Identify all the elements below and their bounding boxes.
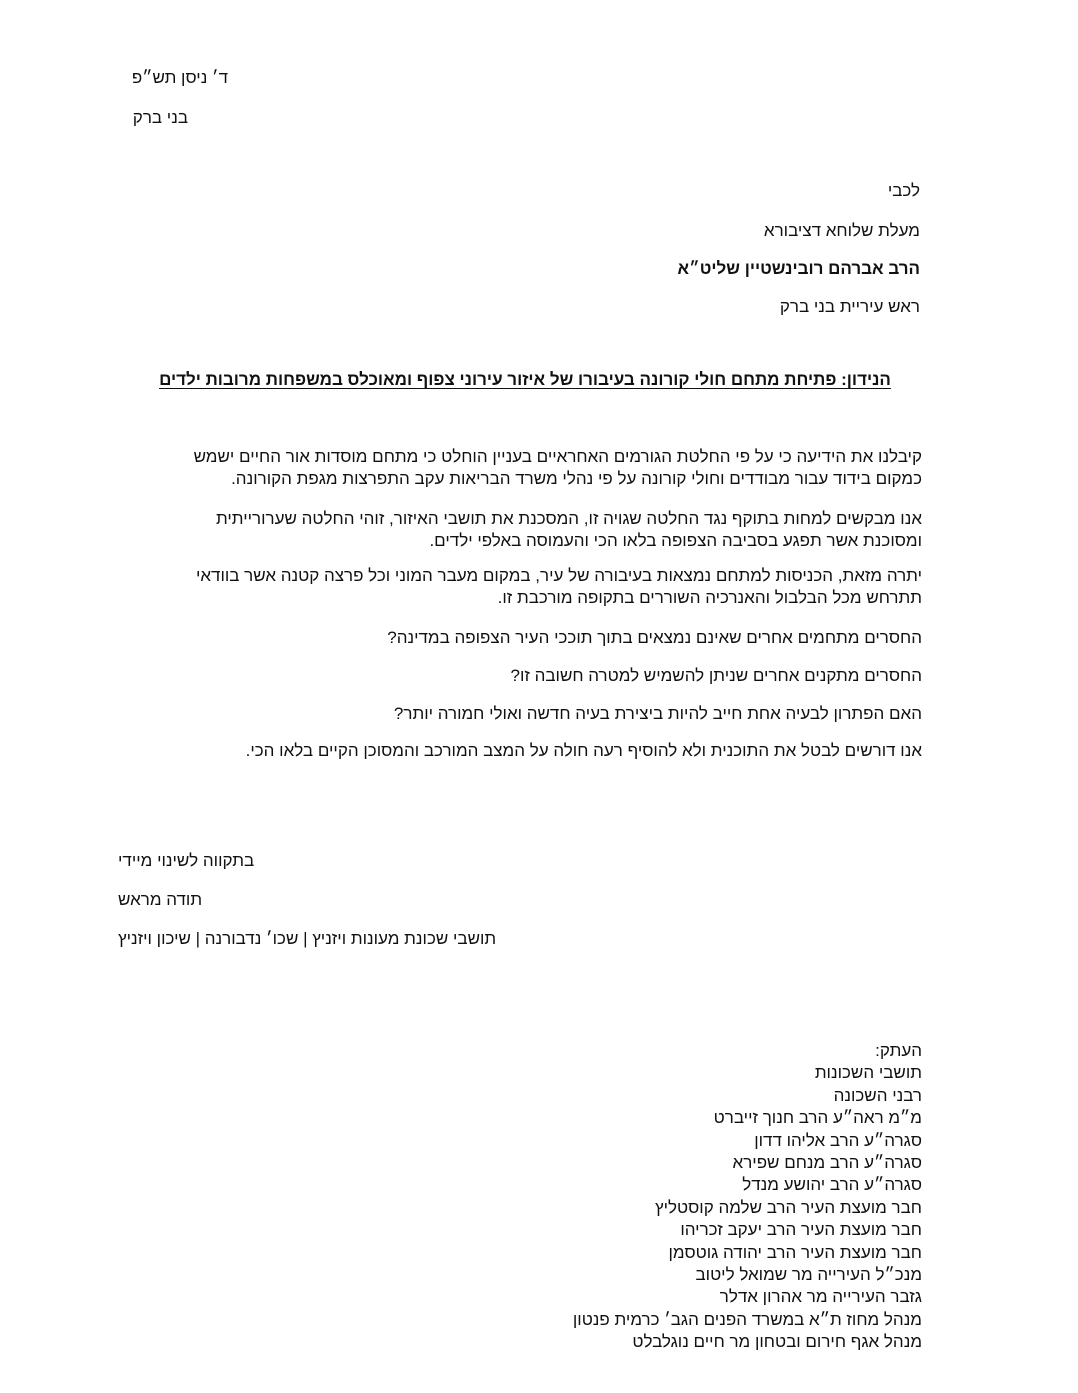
- question-other-sites: החסרים מתחמים אחרים שאינם נמצאים בתוך תוככי העיר הצפופה במדינה?: [387, 628, 922, 647]
- cc-recipient: מנכ״ל העירייה מר שמואל ליטוב: [695, 1265, 922, 1285]
- letter-city: בני ברק: [132, 108, 188, 127]
- paragraph-line: יתרה מזאת, הכניסות למתחם נמצאות בעיבורה של עיר, במקום מעבר המוני וכל פרצה קטנה אשר בוודאי: [195, 566, 922, 585]
- addressee-name: הרב אברהם רובינשטיין שליט״א: [677, 259, 920, 278]
- paragraph-line: תתרחש מכל הבלבול והאנרכיה השוררים בתקופה מורכבת זו.: [497, 588, 922, 607]
- question-other-facilities: החסרים מתקנים אחרים שניתן להשמיש למטרה חשובה זו?: [510, 666, 922, 685]
- letter-subject: הנידון: פתיחת מתחם חולי קורונה בעיבורו של איזור עירוני צפוף ומאוכלס במשפחות מרובות ילדים: [159, 370, 891, 389]
- closing-hope: בתקווה לשינוי מיידי: [118, 851, 255, 870]
- paragraph-line: אנו מבקשים למחות בתוקף נגד החלטה שגויה זו, המסכנת את תושבי האיזור, זוהי החלטה שערורייתית: [215, 509, 922, 528]
- paragraph-entrances: [126, 565, 922, 609]
- cc-recipient: מנהל אגף חירום ובטחון מר חיים נוגלבלט: [632, 1332, 922, 1352]
- cc-recipient: תושבי השכונות: [814, 1063, 922, 1083]
- cc-recipient: סגרה״ע הרב אליהו דדון: [754, 1130, 922, 1150]
- cc-recipient: סגרה״ע הרב מנחם שפירא: [732, 1153, 922, 1173]
- cc-recipient: מנהל מחוז ת״א במשרד הפנים הגב׳ כרמית פנטון: [572, 1309, 922, 1329]
- paragraph-line: כמקום בידוד עבור מבודדים וחולי קורונה על פי נהלי משרד הבריאות עקב התפרצות מגפת הקורונה.: [231, 469, 922, 488]
- cc-recipient: סגרה״ע הרב יהושע מנדל: [742, 1175, 922, 1195]
- paragraph-intro: [126, 446, 922, 490]
- closing-signature: תושבי שכונת מעונות ויזניץ | שכו׳ נדבורנה | שיכון ויזניץ: [118, 929, 497, 948]
- cc-recipient: חבר מועצת העיר הרב יעקב זכריהו: [680, 1220, 922, 1240]
- addressee-role: ראש עיריית בני ברק: [779, 297, 920, 316]
- cc-recipient: רבני השכונה: [833, 1085, 922, 1105]
- cc-recipient: חבר מועצת העיר הרב שלמה קוסטליץ: [655, 1197, 922, 1217]
- paragraph-demand: אנו דורשים לבטל את התוכנית ולא להוסיף רעה חולה על המצב המורכב והמסוכן הקיים בלאו הכי.: [245, 741, 922, 760]
- cc-recipient: חבר מועצת העיר הרב יהודה גוטסמן: [668, 1242, 922, 1262]
- cc-label: העתק:: [875, 1041, 922, 1060]
- cc-recipient: מ״מ ראה״ע הרב חנוך זייברט: [713, 1108, 922, 1128]
- paragraph-protest: [126, 508, 922, 552]
- closing-thanks: תודה מראש: [118, 890, 203, 909]
- addressee-salutation: לכבי: [887, 181, 920, 200]
- addressee-honorific: מעלת שלוחא דציבורא: [763, 221, 920, 240]
- paragraph-line: קיבלנו את הידיעה כי על פי החלטת הגורמים האחראיים בעניין הוחלט כי מתחם מוסדות אור החיים ישמש: [193, 447, 922, 466]
- cc-recipient: גזבר העירייה מר אהרון אדלר: [719, 1287, 922, 1307]
- cc-list: [573, 1040, 922, 1354]
- question-solution: האם הפתרון לבעיה אחת חייב להיות ביצירת בעיה חדשה ואולי חמורה יותר?: [393, 704, 922, 723]
- letter-date: ד׳ ניסן תש״פ: [131, 68, 228, 87]
- paragraph-line: ומסוכנת אשר תפגע בסביבה הצפופה בלאו הכי והעמוסה באלפי ילדים.: [429, 531, 922, 550]
